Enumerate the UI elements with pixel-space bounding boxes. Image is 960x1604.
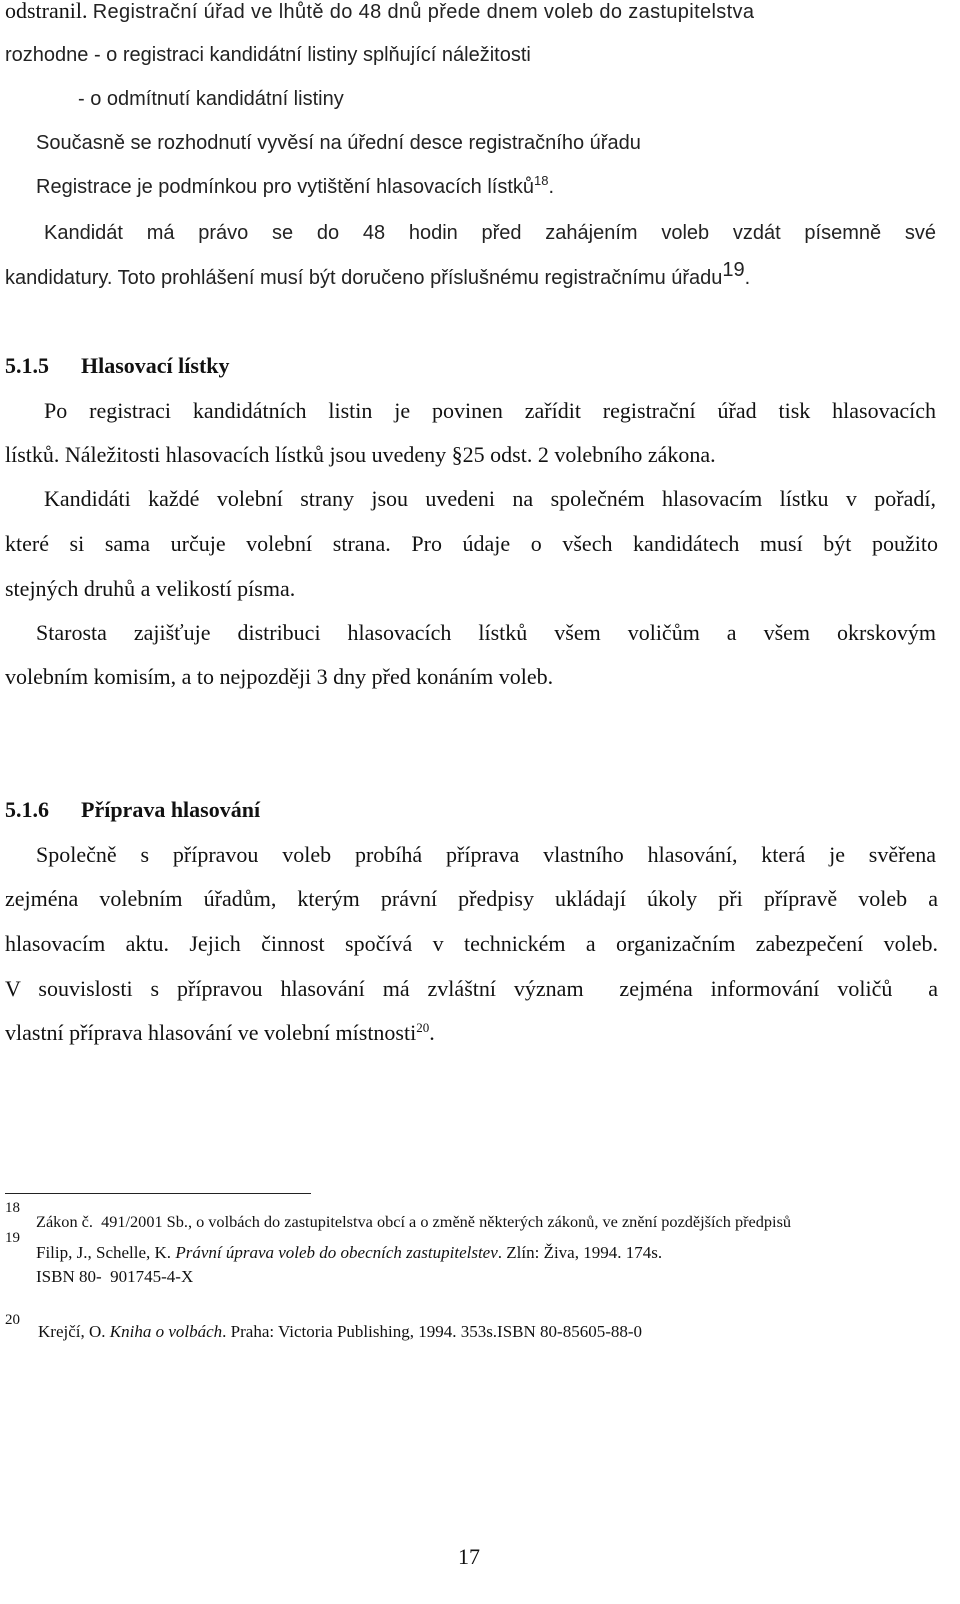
footnote-mark: 19 (5, 1230, 20, 1246)
footnote-19-isbn: ISBN 80- 901745-4-X (36, 1267, 194, 1286)
footnote-ref[interactable]: 18 (534, 173, 549, 188)
section-heading (5, 797, 260, 823)
paragraph-line: vlastní příprava hlasování ve volební místnosti$^{20}$. (5, 1020, 435, 1045)
footnote-ref[interactable]: 20 (416, 1020, 430, 1035)
page-number: 17 (458, 1544, 480, 1569)
paragraph-line: Společně s přípravou voleb probíhá příprava vlastního hlasování, která je svěřena (36, 842, 936, 867)
text-line: Registrace je podmínkou pro vytištění hlasovacích lístků$^{18}$. (36, 173, 555, 198)
section-number: 5.1.5 (5, 353, 49, 378)
text-fragment: vlastní příprava hlasování ve volební místnosti (5, 1020, 417, 1045)
text-fragment: Registrační úřad ve lhůtě do 48 dnů přede dnem voleb do zastupitelstva (92, 1, 755, 23)
footnote-mark: 20 (5, 1312, 20, 1328)
book-title: Kniha o volbách (109, 1322, 223, 1341)
footnote-19 (36, 1242, 662, 1264)
text-fragment: Krejčí, O. (38, 1322, 110, 1341)
paragraph-line: Starosta zajišťuje distribuci hlasovacích lístků všem voličům a všem okrskovým (36, 620, 936, 645)
text-line: rozhodne - o registraci kandidátní listiny splňující náležitosti (5, 44, 531, 66)
text-line: Kandidát má právo se do 48 hodin před zahájením voleb vzdát písemně své (44, 222, 936, 244)
paragraph-line: stejných druhů a velikostí písma. (5, 576, 296, 601)
text-line: Současně se rozhodnutí vyvěsí na úřední desce registračního úřadu (36, 132, 641, 154)
text-fragment: Registrace je podmínkou pro vytištění hlasovacích lístků (36, 176, 535, 198)
footnote-18: Zákon č. 491/2001 Sb., o volbách do zastupitelstva obcí a o změně některých zákonů, ve znění pozdějších předpisů (36, 1212, 792, 1231)
paragraph-line: hlasovacím aktu. Jejich činnost spočívá v technickém a organizačním zabezpečení voleb. (5, 931, 938, 956)
paragraph-line: Kandidáti každé volební strany jsou uvedeni na společném hlasovacím lístku v pořadí, (44, 486, 936, 511)
footnote-20 (38, 1321, 642, 1343)
text-fragment: odstranil. (5, 0, 88, 23)
paragraph-line: volebním komisím, a to nejpozději 3 dny před konáním voleb. (5, 664, 554, 689)
paragraph-line: zejména volebním úřadům, kterým právní předpisy ukládají úkoly při přípravě voleb a (5, 886, 938, 911)
paragraph-line: V souvislosti s přípravou hlasování má zvláštní význam zejména informování voličů a (5, 976, 938, 1001)
paragraph-line: Po registraci kandidátních listin je povinen zařídit registrační úřad tisk hlasovacích (44, 398, 936, 423)
footnote-mark: 18 (5, 1200, 20, 1216)
paragraph-line: které si sama určuje volební strana. Pro údaje o všech kandidátech musí být použito (5, 531, 938, 556)
section-heading (5, 353, 230, 379)
text-fragment: . Praha: Victoria Publishing, 1994. 353s.ISBN 80-85605-88-0 (222, 1322, 643, 1341)
section-title: Příprava hlasování (81, 797, 261, 822)
text-line (5, 0, 754, 25)
book-title: Právní úprava voleb do obecních zastupitelstev (175, 1243, 498, 1262)
section-number: 5.1.6 (5, 797, 49, 822)
text-fragment: Filip, J., Schelle, K. (36, 1243, 176, 1262)
text-line: kandidatury. Toto prohlášení musí být doručeno příslušnému registračnímu úřadu$^{19}$. (5, 259, 751, 289)
text-fragment: . Zlín: Živa, 1994. 174s. (497, 1243, 663, 1262)
paragraph-line: lístků. Náležitosti hlasovacích lístků jsou uvedeny §25 odst. 2 volebního zákona. (5, 442, 716, 467)
footnote-separator (5, 1193, 311, 1194)
section-title: Hlasovací lístky (81, 353, 230, 378)
footnote-ref[interactable]: 19 (722, 259, 745, 281)
text-line: - o odmítnutí kandidátní listiny (78, 88, 344, 110)
text-fragment: kandidatury. Toto prohlášení musí být doručeno příslušnému registračnímu úřadu (5, 267, 723, 289)
